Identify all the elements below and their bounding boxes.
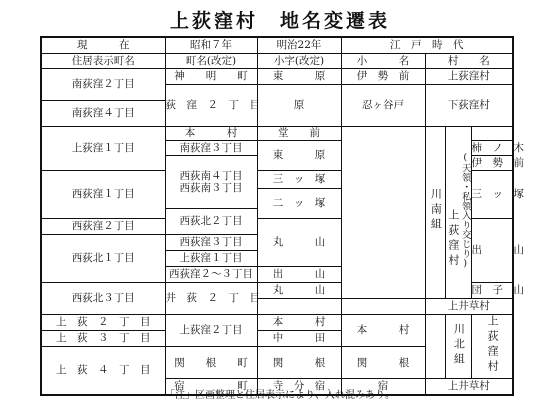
page-title: 上荻窪村 地名変遷表 (169, 10, 390, 32)
current-cell: 南荻窪２丁目 (41, 69, 165, 101)
meiji-cell: 原 (257, 85, 341, 127)
showa-cell: 神 明 町 (165, 69, 257, 85)
spacer-cell (341, 127, 425, 299)
meiji-cell: 出 山 (257, 267, 341, 283)
showa-cell: 井 荻 ２ 丁 目 (165, 283, 257, 315)
showa-cell: 西荻窪１丁目 (41, 171, 165, 219)
meiji-cell: 本 村 (165, 127, 257, 141)
meiji-cell: 東 原 (257, 141, 341, 171)
koaza-cell: 堂 前 (257, 127, 341, 141)
koaza-cell: 柿 ノ 木 (471, 141, 524, 154)
header-showa-sub: 町名(改定) (165, 54, 257, 69)
koaza-cell: 本 村 (341, 315, 425, 347)
meiji-cell: 三 ッ 塚 (257, 171, 341, 189)
header-row-2 (41, 54, 513, 69)
header-koaza: 小 名 (341, 54, 425, 69)
village-cell: 上井草村 (425, 299, 513, 315)
header-meiji: 明治22年 (257, 37, 341, 54)
header-current: 現 在 (41, 37, 165, 54)
current-cell: 上 荻 ２ 丁 目 (41, 315, 165, 331)
header-edo: 江 戸 時 代 (341, 37, 513, 54)
showa-cell: 荻 窪 ２ 丁 目 (165, 85, 257, 127)
koaza-cell: 団 子 山 (471, 283, 513, 299)
header-current-sub: 住居表示町名 (41, 54, 165, 69)
showa-cell: 上荻窪１丁目 (165, 251, 257, 267)
village-label: 上荻窪村 (486, 315, 500, 375)
village-note: (天領・私領入り交じり) (459, 152, 471, 270)
current-cell: 西荻北３丁目 (41, 283, 165, 315)
village-cell: 上荻窪村 (425, 69, 513, 85)
koaza-cell: 宿 (341, 379, 425, 395)
spacer-cell (425, 315, 445, 379)
current-cell-line-2: 西荻南３丁目 (179, 182, 243, 194)
meiji-cell: 丸 山 (257, 219, 341, 267)
showa-cell: 西荻窪２丁目 (41, 219, 165, 235)
showa-cell: 関 根 町 (165, 347, 257, 379)
showa-cell: 上荻窪１丁目 (41, 127, 165, 171)
meiji-cell: 東 原 (257, 69, 341, 85)
koaza-cell: 忍ヶ谷戸 (341, 85, 425, 127)
group-label: 川南組 (429, 188, 443, 234)
current-cell-line-1: 西荻南４丁目 (179, 169, 243, 182)
group-cell (425, 127, 445, 299)
current-cell: 西荻北２丁目 (165, 209, 257, 235)
village-cell: 下荻窪村 (425, 85, 513, 127)
village-group-cell (471, 315, 513, 379)
meiji-cell: 丸 山 (257, 283, 341, 299)
meiji-cell: 本 村 (257, 315, 341, 331)
header-showa: 昭和７年 (165, 37, 257, 54)
header-muramei: 村 名 (425, 54, 513, 69)
header-row-1 (41, 37, 513, 54)
village-cell: 上井草村 (425, 379, 513, 395)
current-cell: 上 荻 ４ 丁 目 (41, 347, 165, 395)
koaza-cell (341, 299, 425, 315)
current-cell: 上 荻 ３ 丁 目 (41, 331, 165, 347)
meiji-cell: 関 根 (257, 347, 341, 379)
meiji-cell: 寺 分 宿 (257, 379, 341, 395)
meiji-cell (257, 299, 341, 315)
koaza-cell: 三 ッ 塚 (471, 171, 513, 219)
showa-cell: 西荻窪２〜３丁目 (165, 267, 257, 283)
place-name-table (40, 36, 524, 396)
showa-cell: 西荻窪３丁目 (165, 235, 257, 251)
village-group-cell (445, 127, 471, 299)
current-cell: 南荻窪３丁目 (165, 141, 257, 156)
current-cell: 西荻北１丁目 (41, 235, 165, 283)
koaza-cell: 伊 勢 前 (341, 69, 425, 85)
village-label: 上荻窪村 (446, 209, 460, 270)
footnote: 「注」区画整理と住居表示により、入れ混みあり。 (165, 390, 395, 401)
showa-cell: 宿 町 (165, 379, 257, 395)
current-cell: 南荻窪４丁目 (41, 101, 165, 127)
showa-cell: 上荻窪２丁目 (165, 315, 257, 347)
koaza-cell: 伊 勢 前 (471, 156, 524, 169)
koaza-cell: 関 根 (341, 347, 425, 379)
group-label: 川北組 (452, 322, 466, 368)
meiji-cell: 二 ッ 塚 (257, 189, 341, 219)
koaza-cell: 出 山 (471, 219, 513, 283)
header-meiji-sub: 小字(改定) (257, 54, 341, 69)
group-cell (445, 315, 471, 379)
meiji-cell: 中 田 (257, 331, 341, 347)
current-cell (165, 156, 257, 209)
